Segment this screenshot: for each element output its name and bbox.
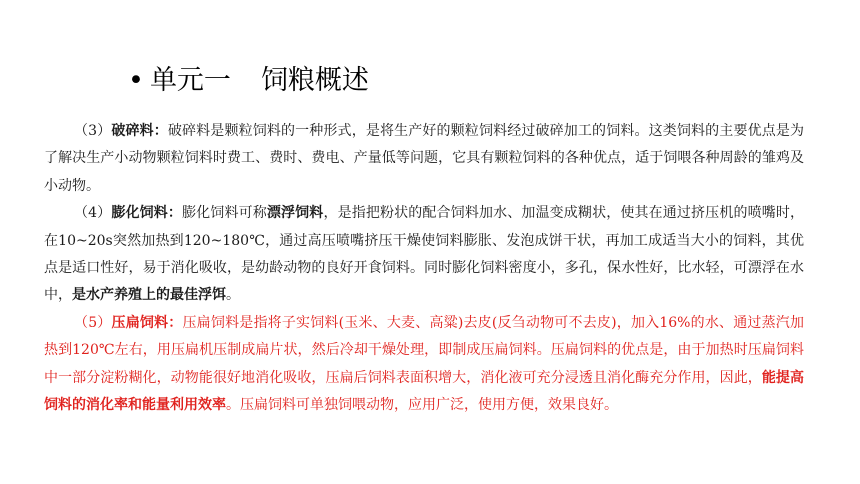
para-text: 。 bbox=[226, 287, 240, 304]
title-unit: 单元一 bbox=[149, 65, 231, 96]
para-text: 压扁饲料是指将子实饲料(玉米、大麦、高粱)去皮(反刍动物可不去皮)，加入16%的水、通过蒸汽加热到120℃左右，用压扁机压制成扁片状，然后冷却干燥处理，即制成压扁饲料。压扁饲料的优点是，由于加热时压扁饲料中一部分淀粉糊化，动物能很好地消化吸收，压扁后饲料表面积增大，消化液可充分浸透且消化酶充分作用，因此， bbox=[44, 314, 805, 386]
para-text: 膨化饲料可称 bbox=[182, 205, 267, 222]
para-term: 膨化饲料： bbox=[111, 205, 183, 222]
para-bold-phrase: 漂浮饲料 bbox=[266, 205, 324, 222]
slide-title bbox=[128, 58, 369, 97]
paragraph-crumbled-feed bbox=[44, 118, 804, 200]
title-bullet: • bbox=[128, 65, 144, 96]
para-bold-phrase: 能提高饲料的消化率和能量利用效率 bbox=[44, 369, 805, 414]
para-term: 压扁饲料： bbox=[111, 314, 183, 331]
para-number: （4） bbox=[74, 205, 112, 222]
para-term: 破碎料： bbox=[111, 123, 168, 139]
para-bold-phrase: 是水产养殖上的最佳浮饵 bbox=[72, 287, 226, 304]
para-number: （5） bbox=[74, 314, 112, 331]
content-body bbox=[44, 118, 804, 419]
title-topic: 饲粮概述 bbox=[260, 65, 369, 96]
para-number: （3） bbox=[74, 123, 112, 139]
para-text: 。压扁饲料可单独饲喂动物，应用广泛，使用方便，效果良好。 bbox=[226, 397, 618, 414]
para-text: ，是指把粉状的配合饲料加水、加温变成糊状，使其在通过挤压机的喷嘴时，在10~20s突然加热到120~180℃，通过高压喷嘴挤压干燥使饲料膨胀、发泡成饼干状，再加工成适当大小的饲料，其优点是适口性好，易于消化吸收，是幼龄动物的良好开食饲料。同时膨化饲料密度小，多孔，保水性好，比水轻，可漂浮在水中， bbox=[44, 205, 805, 304]
paragraph-flaked-feed bbox=[44, 310, 804, 420]
paragraph-puffed-feed bbox=[44, 200, 804, 310]
para-text: 破碎料是颗粒饲料的一种形式，是将生产好的颗粒饲料经过破碎加工的饲料。这类饲料的主要优点是为了解决生产小动物颗粒饲料时费工、费时、费电、产量低等问题，它具有颗粒饲料的各种优点，适于饲喂各种周龄的雏鸡及小动物。 bbox=[44, 123, 804, 194]
